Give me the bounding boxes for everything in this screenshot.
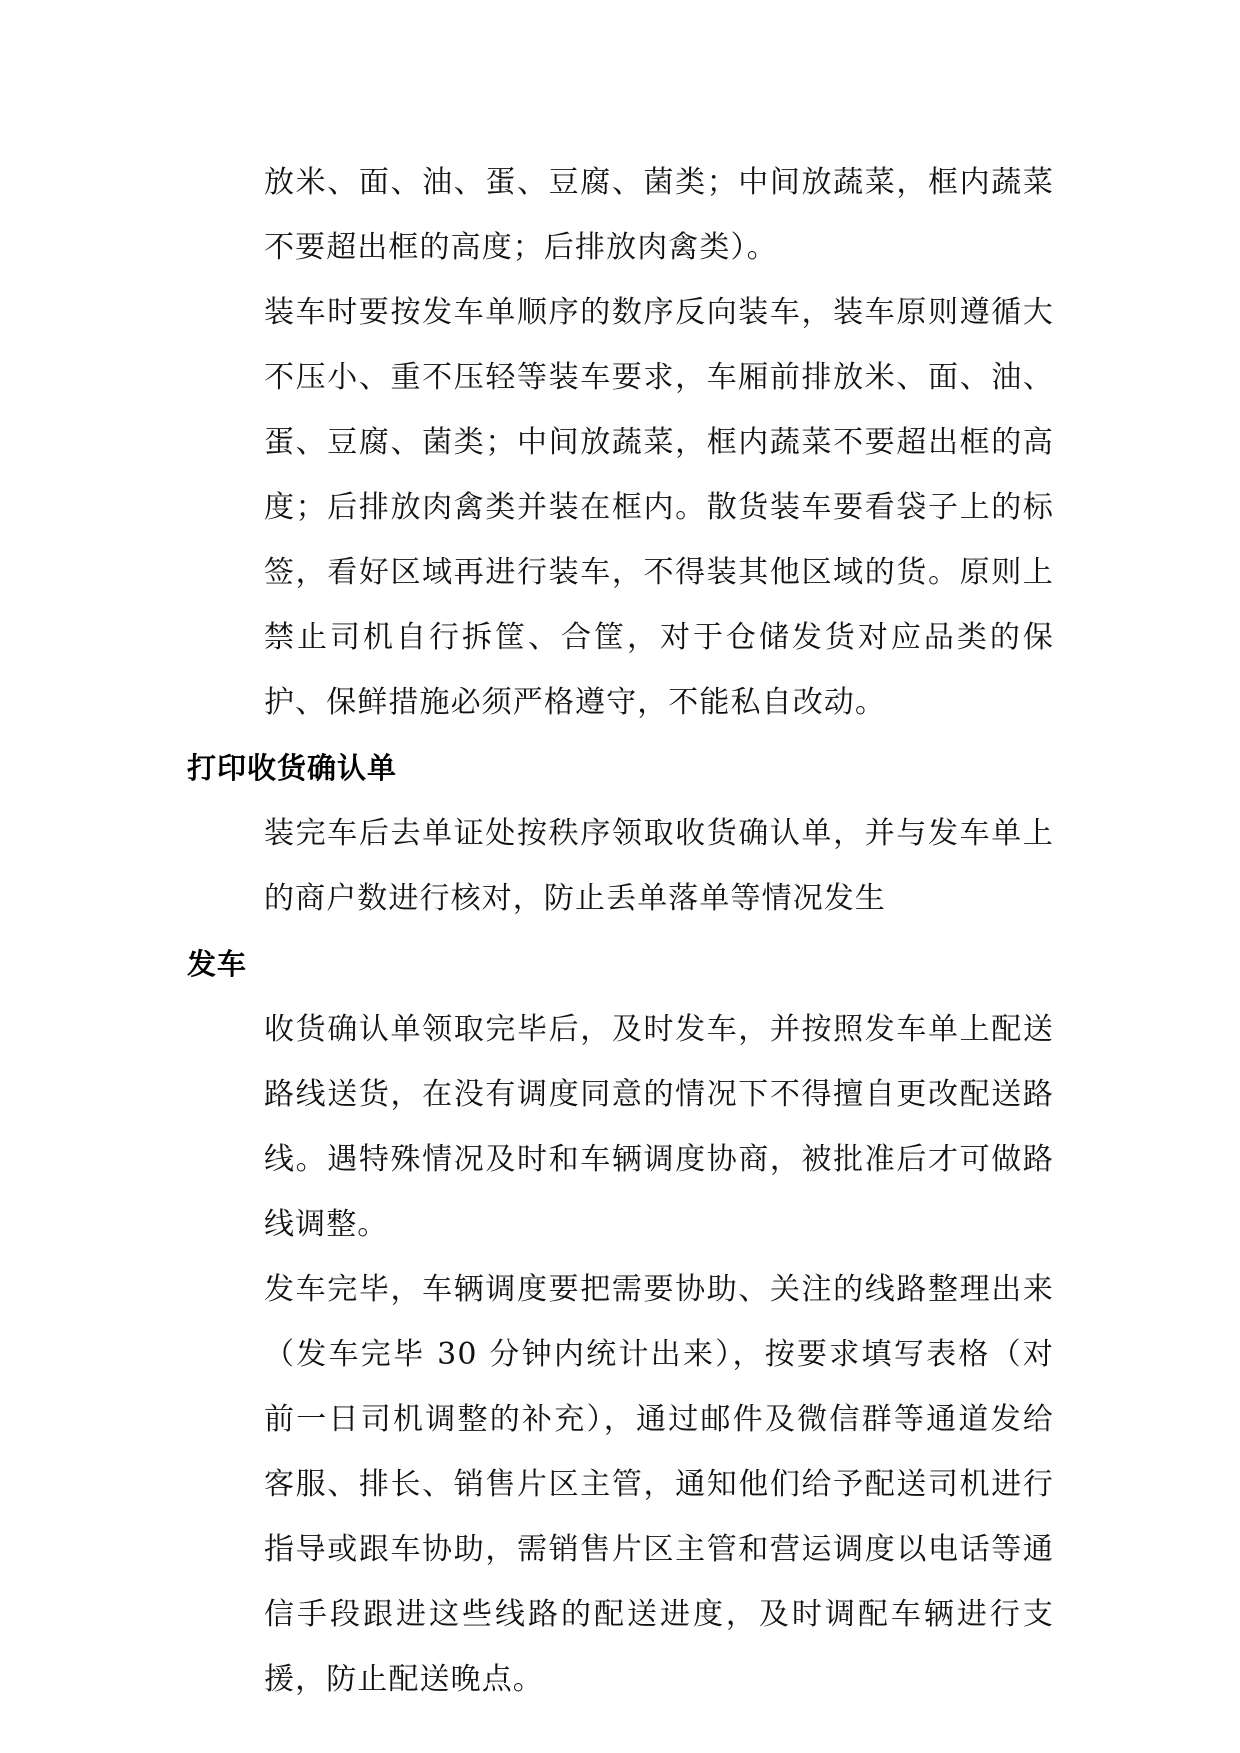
heading-departure: 发车	[187, 947, 248, 981]
paragraph-departure-route: 收货确认单领取完毕后，及时发车，并按照发车单上配送路线送货，在没有调度同意的情况下不得擅自更改配送路线。遇特殊情况及时和车辆调度协商，被批准后才可做路线调整。	[264, 1012, 1054, 1242]
paragraph-dispatch-followup: 发车完毕，车辆调度要把需要协助、关注的线路整理出来（发车完毕 30 分钟内统计出来），按要求填写表格（对前一日司机调整的补充），通过邮件及微信群等通道发给客服、排长、销售片区主管，通知他们给予配送司机进行指导或跟车协助，需销售片区主管和营运调度以电话等通信手段跟进这些线路的配送进度，及时调配车辆进行支援，防止配送晚点。	[264, 1272, 1054, 1697]
paragraph-loading-layout: 放米、面、油、蛋、豆腐、菌类；中间放蔬菜，框内蔬菜不要超出框的高度；后排放肉禽类）。	[264, 165, 1054, 265]
heading-print-receipt: 打印收货确认单	[187, 751, 398, 785]
paragraph-receipt-check: 装完车后去单证处按秩序领取收货确认单，并与发车单上的商户数进行核对，防止丢单落单等情况发生	[264, 816, 1054, 916]
document-body	[0, 150, 1240, 1712]
paragraph-loading-rules: 装车时要按发车单顺序的数序反向装车，装车原则遵循大不压小、重不压轻等装车要求，车厢前排放米、面、油、蛋、豆腐、菌类；中间放蔬菜，框内蔬菜不要超出框的高度；后排放肉禽类并装在框内。散货装车要看袋子上的标签，看好区域再进行装车，不得装其他区域的货。原则上禁止司机自行拆筐、合筐，对于仓储发货对应品类的保护、保鲜措施必须严格遵守，不能私自改动。	[264, 295, 1054, 720]
